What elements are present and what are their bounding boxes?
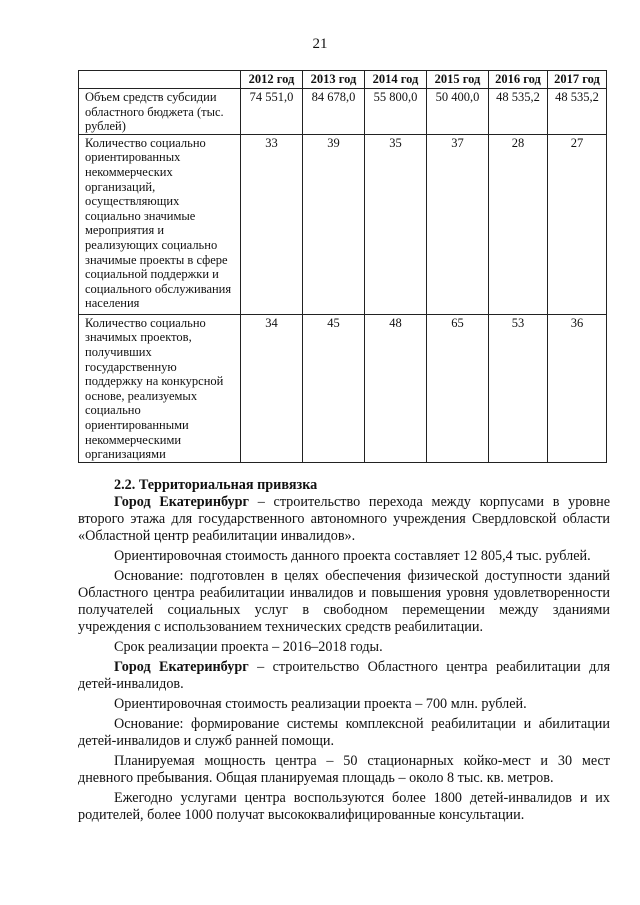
paragraph-center: [78, 659, 610, 693]
cell-value: 34: [241, 314, 303, 462]
cell-value: 53: [489, 314, 548, 462]
paragraph-annual: Ежегодно услугами центра воспользуются более 1800 детей-инвалидов и их родителей, более 1000 получат высококвалифицированные консультации.: [78, 790, 610, 823]
header-year-2015: 2015 год: [427, 71, 489, 89]
city-name: Город Екатеринбург: [114, 659, 249, 675]
header-year-2013: 2013 год: [303, 71, 365, 89]
cell-value: 27: [548, 134, 607, 314]
paragraph-cost: Ориентировочная стоимость данного проекта составляет 12 805,4 тыс. рублей.: [114, 548, 591, 564]
header-empty-cell: [79, 71, 241, 89]
cell-value: 37: [427, 134, 489, 314]
table-row: [79, 134, 607, 314]
paragraph-capacity: Планируемая мощность центра – 50 стационарных койко-мест и 30 мест дневного пребывания. Общая планируемая площадь – около 8 тыс. кв. метров.: [78, 753, 610, 786]
paragraph-center-basis: Основание: формирование системы комплексной реабилитации и абилитации детей-инвалидов и служб ранней помощи.: [78, 716, 610, 749]
paragraph-center-cost: Ориентировочная стоимость реализации проекта – 700 млн. рублей.: [114, 696, 527, 712]
cell-value: 48 535,2: [489, 89, 548, 135]
section-body: [78, 477, 610, 827]
paragraph-text: – строительство Областного центра реабилитации для детей-инвалидов.: [78, 659, 610, 692]
cell-value: 84 678,0: [303, 89, 365, 135]
cell-value: 48 535,2: [548, 89, 607, 135]
cell-value: 45: [303, 314, 365, 462]
paragraph-text: – строительство перехода между корпусами в уровне второго этажа для государственного автономного учреждения Свердловской области «Областной центр реабилитации инвалидов».: [78, 494, 610, 544]
header-year-2016: 2016 год: [489, 71, 548, 89]
cell-value: 33: [241, 134, 303, 314]
paragraph-transition: [78, 494, 610, 545]
cell-value: 74 551,0: [241, 89, 303, 135]
header-year-2012: 2012 год: [241, 71, 303, 89]
page-number: 21: [312, 36, 328, 52]
table-row: [79, 314, 607, 462]
city-name: Город Екатеринбург: [114, 494, 249, 510]
cell-value: 28: [489, 134, 548, 314]
cell-value: 65: [427, 314, 489, 462]
row-label-organizations: Количество социально ориентированных некоммерческих организаций, осуществляющих социально значимые мероприятия и реализующих социально значимые проекты в сфере социальной поддержки и социального обслуживания населения: [79, 134, 241, 314]
row-label-projects: Количество социально значимых проектов, получивших государственную поддержку на конкурсной основе, реализуемых социально ориентированными некоммерческими организациями: [79, 314, 241, 462]
paragraph-basis: Основание: подготовлен в целях обеспечения физической доступности зданий Областного центра реабилитации инвалидов и повышения уровня удовлетворенности получателей социальных услуг в свободном перемещении между зданиями учреждения с использованием технических средств реабилитации.: [78, 568, 610, 635]
section-heading: 2.2. Территориальная привязка: [114, 477, 318, 493]
paragraph-term: Срок реализации проекта – 2016–2018 годы.: [114, 639, 383, 655]
row-label-subsidy: Объем средств субсидии областного бюджета (тыс. рублей): [79, 89, 241, 135]
header-year-2017: 2017 год: [548, 71, 607, 89]
cell-value: 35: [365, 134, 427, 314]
cell-value: 50 400,0: [427, 89, 489, 135]
cell-value: 39: [303, 134, 365, 314]
table-row: [79, 89, 607, 135]
cell-value: 48: [365, 314, 427, 462]
header-year-2014: 2014 год: [365, 71, 427, 89]
table-header-row: [79, 71, 607, 89]
cell-value: 36: [548, 314, 607, 462]
indicators-table: [78, 70, 607, 463]
cell-value: 55 800,0: [365, 89, 427, 135]
